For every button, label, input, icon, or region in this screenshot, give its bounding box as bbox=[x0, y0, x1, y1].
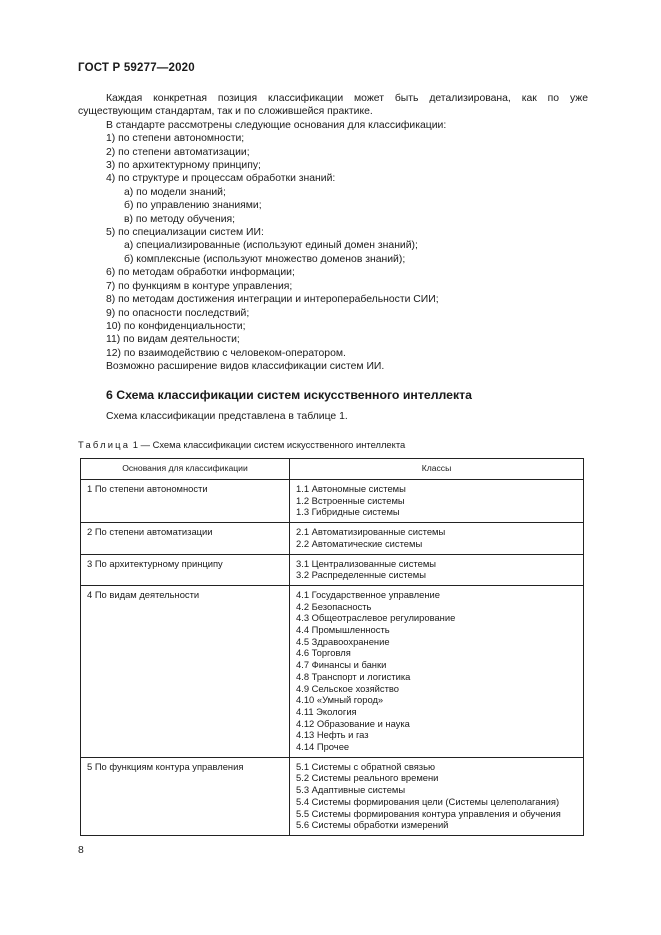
classification-basis-cell: 2 По степени автоматизации bbox=[81, 523, 290, 554]
document-header: ГОСТ Р 59277—2020 bbox=[78, 62, 195, 74]
list-item: 9) по опасности последствий; bbox=[106, 307, 250, 319]
table-row bbox=[81, 585, 584, 757]
class-item: 4.10 «Умный город» bbox=[296, 694, 384, 706]
class-item: 5.4 Системы формирования цели (Системы целеполагания) bbox=[296, 795, 560, 807]
list-subitem: а) специализированные (используют единый домен знаний); bbox=[124, 240, 418, 252]
table-caption-title: 1 — Схема классификации систем искусственного интеллекта bbox=[132, 439, 406, 450]
classes-cell bbox=[290, 480, 584, 523]
classification-basis-cell: 4 По видам деятельности bbox=[81, 585, 290, 757]
class-item: 4.3 Общеотраслевое регулирование bbox=[296, 612, 456, 624]
class-item: 5.1 Системы с обратной связью bbox=[296, 760, 435, 772]
class-item: 4.11 Экология bbox=[296, 705, 357, 717]
table-row bbox=[81, 554, 584, 585]
class-item: 1.3 Гибридные системы bbox=[296, 506, 400, 518]
list-item: 6) по методам обработки информации; bbox=[106, 267, 295, 279]
class-item: 1.2 Встроенные системы bbox=[296, 494, 405, 506]
class-item: 4.8 Транспорт и логистика bbox=[296, 670, 411, 682]
classes-cell bbox=[290, 554, 584, 585]
classification-basis-cell: 1 По степени автономности bbox=[81, 480, 290, 523]
list-item: 5) по специализации систем ИИ: bbox=[106, 227, 264, 239]
column-header-basis: Основания для классификации bbox=[81, 459, 290, 480]
table-row bbox=[81, 523, 584, 554]
table-header-row bbox=[81, 459, 584, 480]
list-item: 11) по видам деятельности; bbox=[106, 334, 240, 346]
class-item: 5.2 Системы реального времени bbox=[296, 772, 439, 784]
class-item: 2.1 Автоматизированные системы bbox=[296, 526, 446, 538]
section-title: 6 Схема классификации систем искусственного интеллекта bbox=[106, 388, 473, 402]
list-subitem: а) по модели знаний; bbox=[124, 186, 226, 198]
class-item: 4.12 Образование и наука bbox=[296, 717, 410, 729]
classification-basis-cell: 3 По архитектурному принципу bbox=[81, 554, 290, 585]
class-item: 4.7 Финансы и банки bbox=[296, 659, 387, 671]
class-item: 4.5 Здравоохранение bbox=[296, 635, 390, 647]
table-row bbox=[81, 480, 584, 523]
table-caption bbox=[78, 439, 405, 450]
classes-cell bbox=[290, 757, 584, 835]
intro-paragraph-3: Возможно расширение видов классификации систем ИИ. bbox=[106, 361, 385, 373]
list-item: 4) по структуре и процессам обработки знаний: bbox=[106, 173, 336, 185]
class-item: 4.9 Сельское хозяйство bbox=[296, 682, 399, 694]
column-header-classes: Классы bbox=[290, 459, 584, 480]
class-item: 4.13 Нефть и газ bbox=[296, 729, 369, 741]
class-item: 3.2 Распределенные системы bbox=[296, 569, 426, 581]
class-item: 3.1 Централизованные системы bbox=[296, 557, 436, 569]
list-subitem: б) по управлению знаниями; bbox=[124, 200, 262, 212]
class-item: 4.14 Прочее bbox=[296, 741, 350, 753]
class-item: 5.5 Системы формирования контура управления и обучения bbox=[296, 807, 561, 819]
class-item: 1.1 Автономные системы bbox=[296, 483, 406, 494]
intro-text bbox=[78, 92, 588, 374]
list-item: 8) по методам достижения интеграции и интероперабельности СИИ; bbox=[106, 294, 439, 306]
classification-table bbox=[80, 458, 584, 836]
classes-cell bbox=[290, 585, 584, 757]
table-caption-prefix: Таблица bbox=[78, 439, 131, 450]
list-item: 2) по степени автоматизации; bbox=[106, 146, 250, 158]
list-subitem: б) комплексные (используют множество доменов знаний); bbox=[124, 253, 406, 265]
intro-paragraph-2: В стандарте рассмотрены следующие основания для классификации: bbox=[106, 119, 447, 131]
section-text: Схема классификации представлена в таблице 1. bbox=[106, 411, 348, 422]
list-item: 1) по степени автономности; bbox=[106, 133, 245, 145]
list-subitem: в) по методу обучения; bbox=[124, 213, 236, 225]
list-item: 7) по функциям в контуре управления; bbox=[106, 280, 293, 292]
page-number: 8 bbox=[78, 845, 84, 856]
list-item: 3) по архитектурному принципу; bbox=[106, 160, 261, 172]
classes-cell bbox=[290, 523, 584, 554]
intro-paragraph-1: Каждая конкретная позиция классификации может быть детализирована, как по уже существующим стандартам, так и по сложившейся практике. bbox=[78, 93, 588, 118]
class-item: 4.6 Торговля bbox=[296, 647, 351, 659]
classification-basis-cell: 5 По функциям контура управления bbox=[81, 757, 290, 835]
class-item: 4.1 Государственное управление bbox=[296, 588, 440, 600]
class-item: 4.2 Безопасность bbox=[296, 600, 372, 612]
class-item: 2.2 Автоматические системы bbox=[296, 537, 423, 549]
class-item: 4.4 Промышленность bbox=[296, 624, 390, 636]
list-item: 10) по конфиденциальности; bbox=[106, 320, 246, 332]
table-body bbox=[81, 480, 584, 836]
table-row bbox=[81, 757, 584, 835]
class-item: 5.6 Системы обработки измерений bbox=[296, 819, 449, 831]
class-item: 5.3 Адаптивные системы bbox=[296, 784, 406, 796]
list-item: 12) по взаимодействию с человеком-оператором. bbox=[106, 347, 346, 359]
